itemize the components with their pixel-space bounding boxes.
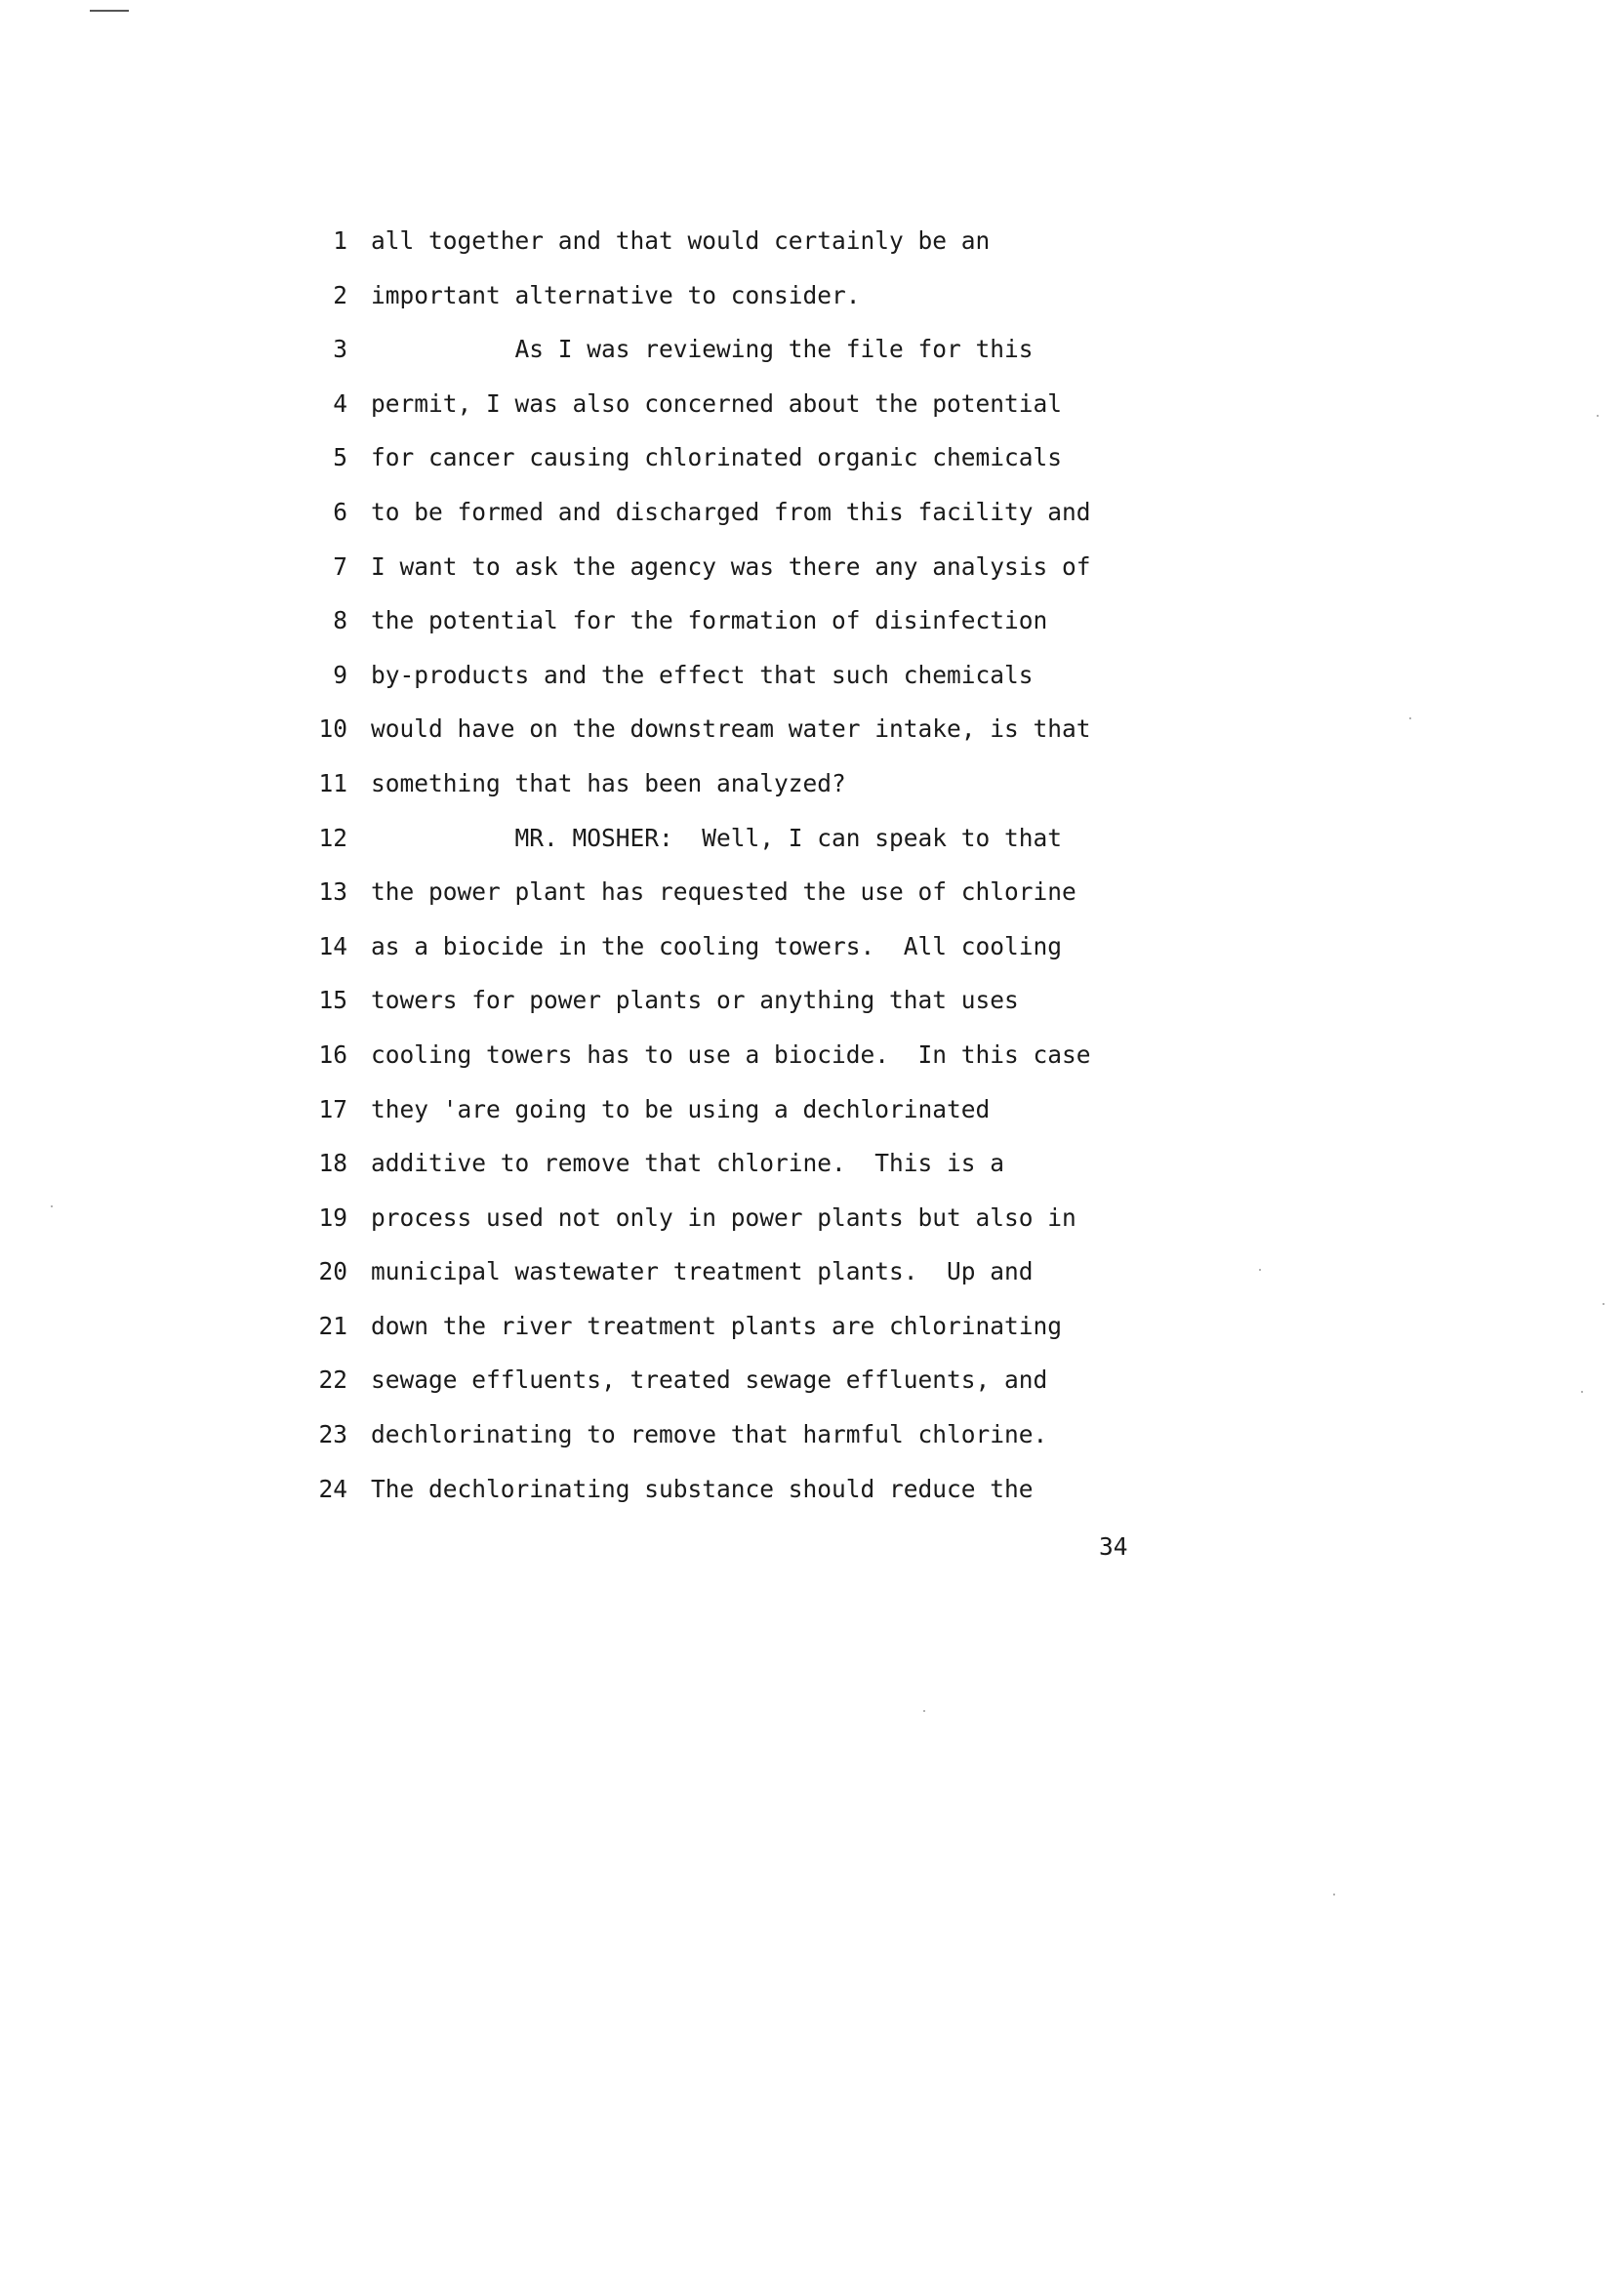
scan-speck (923, 1710, 925, 1712)
line-text: dechlorinating to remove that harmful chlorine. (371, 1420, 1048, 1449)
scan-speck (1409, 717, 1411, 719)
line-number: 20 (318, 1257, 347, 1286)
line-number: 15 (318, 986, 347, 1015)
line-text: I want to ask the agency was there any analysis of (371, 551, 1091, 581)
scan-speck (1597, 415, 1599, 417)
line-number: 5 (333, 443, 347, 472)
line-number: 22 (318, 1365, 347, 1395)
transcript-line (293, 273, 1171, 328)
line-number: 19 (318, 1202, 347, 1232)
line-text: the power plant has requested the use of chlorine (371, 877, 1076, 907)
transcript-line (293, 1467, 1171, 1522)
line-number: 4 (333, 388, 347, 418)
transcript-line (293, 219, 1171, 273)
line-text: cooling towers has to use a biocide. In this case (371, 1039, 1091, 1069)
line-text: important alternative to consider. (371, 280, 861, 309)
line-number: 11 (318, 768, 347, 797)
line-number: 17 (318, 1094, 347, 1123)
line-text: the potential for the formation of disinfection (371, 606, 1048, 635)
transcript-body (293, 219, 1171, 1521)
transcript-line (293, 435, 1171, 490)
line-number: 13 (318, 877, 347, 907)
line-text: sewage effluents, treated sewage effluents, and (371, 1365, 1048, 1395)
line-number: 3 (333, 335, 347, 364)
line-text: As I was reviewing the file for this (371, 335, 1034, 364)
scan-mark (90, 10, 129, 12)
line-text: MR. MOSHER: Well, I can speak to that (371, 823, 1063, 852)
scan-speck (1603, 1303, 1604, 1305)
line-number: 21 (318, 1311, 347, 1340)
line-text: The dechlorinating substance should reduce the (371, 1474, 1034, 1503)
line-number: 12 (318, 823, 347, 852)
line-text: to be formed and discharged from this facility and (371, 497, 1091, 526)
line-number: 18 (318, 1149, 347, 1178)
line-number: 16 (318, 1039, 347, 1069)
scan-speck (1259, 1269, 1261, 1271)
transcript-line (293, 761, 1171, 816)
transcript-line (293, 924, 1171, 979)
transcript-line (293, 1141, 1171, 1196)
line-number: 8 (333, 606, 347, 635)
transcript-line (293, 1249, 1171, 1304)
line-number: 10 (318, 714, 347, 744)
transcript-line (293, 1358, 1171, 1412)
transcript-line (293, 598, 1171, 653)
transcript-line (293, 1412, 1171, 1467)
line-number: 14 (318, 931, 347, 960)
line-number: 23 (318, 1420, 347, 1449)
line-number: 7 (333, 551, 347, 581)
transcript-line (293, 870, 1171, 924)
transcript-line (293, 382, 1171, 436)
line-number: 6 (333, 497, 347, 526)
transcript-line (293, 653, 1171, 708)
transcript-line (293, 707, 1171, 761)
line-text: down the river treatment plants are chlorinating (371, 1311, 1063, 1340)
transcript-line (293, 545, 1171, 599)
line-number: 24 (318, 1474, 347, 1503)
transcript-line (293, 1304, 1171, 1359)
line-text: by-products and the effect that such chemicals (371, 660, 1034, 689)
transcript-line (293, 1033, 1171, 1087)
line-number: 1 (333, 226, 347, 255)
line-text: would have on the downstream water intake, is that (371, 714, 1091, 744)
line-text: for cancer causing chlorinated organic chemicals (371, 443, 1063, 472)
line-text: all together and that would certainly be an (371, 226, 991, 255)
line-text: municipal wastewater treatment plants. Up and (371, 1257, 1034, 1286)
scan-speck (1333, 1894, 1335, 1895)
scan-speck (51, 1205, 53, 1207)
scan-speck (1581, 1391, 1583, 1393)
line-text: process used not only in power plants but also in (371, 1202, 1076, 1232)
transcript-line (293, 1196, 1171, 1250)
line-number: 2 (333, 280, 347, 309)
line-text: they 'are going to be using a dechlorinated (371, 1094, 991, 1123)
transcript-line (293, 490, 1171, 545)
line-text: something that has been analyzed? (371, 768, 846, 797)
line-number: 9 (333, 660, 347, 689)
line-text: as a biocide in the cooling towers. All cooling (371, 931, 1063, 960)
transcript-line (293, 1087, 1171, 1142)
line-text: permit, I was also concerned about the potential (371, 388, 1063, 418)
transcript-line (293, 816, 1171, 871)
line-text: additive to remove that chlorine. This is a (371, 1149, 1005, 1178)
transcript-line (293, 327, 1171, 382)
line-text: towers for power plants or anything that uses (371, 986, 1019, 1015)
page-number: 34 (1099, 1532, 1128, 1561)
transcript-line (293, 978, 1171, 1033)
